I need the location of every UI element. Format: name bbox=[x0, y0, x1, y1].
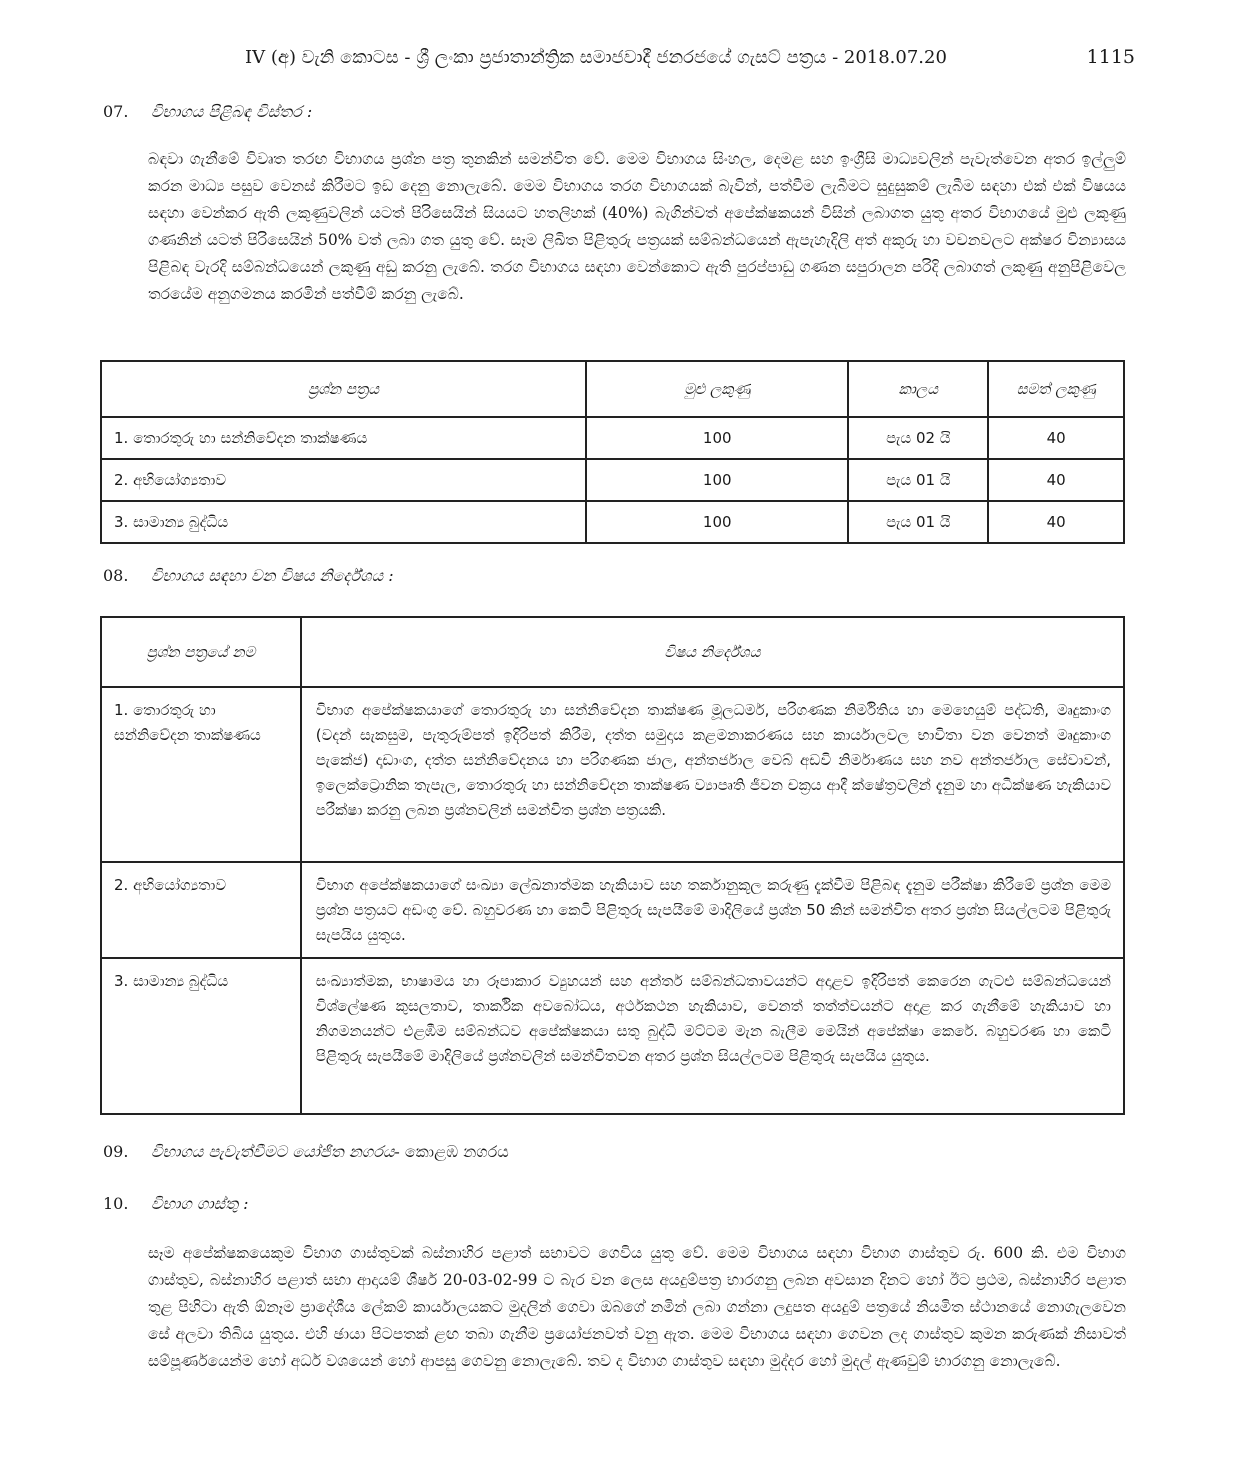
section-09-heading bbox=[103, 1142, 509, 1162]
paper-name: 3. සාමාන්‍ය බුද්ධිය bbox=[101, 501, 586, 543]
paper-name: 2. අභියෝග්‍යතාව bbox=[101, 459, 586, 501]
section-title: විභාගය සඳහා වන විෂය නිර්දේශය : bbox=[151, 566, 394, 585]
section-10-paragraph: සෑම අපේක්ෂකයෙකුම විභාග ගාස්තුවක් බස්නාහිර පළාත් සභාවට ගෙවිය යුතු වේ. මෙම විභාගය සඳහා විභාග ගාස්තුව රු. 600 කි. එම විභාග ගාස්තුව, බස්නාහිර පළාත් සභා ආදායම් ශීර්ෂ 20-03-02-99 ට බැර වන ලෙස අයදුම්පත්‍ර භාරගනු ලබන අවසාන දිනට හෝ ඊට ප්‍රථම, බස්නාහිර පළාත තුළ පිහිටා ඇති ඕනෑම ප්‍රාදේශීය ලේකම් කාර්යාලයකට මුදලින් ගෙවා ඔබගේ නමින් ලබා ගන්නා ලදුපත අයදුම් පත්‍රයේ නියමිත ස්ථානයේ නොගැලවෙන සේ අලවා තිබිය යුතුය. එහි ඡායා පිටපතක් ළඟ තබා ගැනීම ප්‍රයෝජනවත් වනු ඇත. මෙම විභාගය සඳහා ගෙවන ලද ගාස්තුව කුමන කරුණක් නිසාවත් සම්පූර්ණයෙන්ම හෝ අර්ධ වශයෙන් හෝ ආපසු ගෙවනු නොලැබේ. තව ද විභාග ගාස්තුව සඳහා මුද්දර හෝ මුදල් ඇණවුම් භාරගනු නොලැබේ. bbox=[148, 1244, 1126, 1370]
column-header: කාලය bbox=[848, 361, 988, 417]
duration: පැය 02 යි bbox=[848, 417, 988, 459]
exam-papers-table bbox=[100, 360, 1125, 544]
column-header: විෂය නිර්දේශය bbox=[301, 617, 1124, 687]
table-row bbox=[101, 459, 1124, 501]
section-number: 10. bbox=[103, 1194, 129, 1213]
pass-marks: 40 bbox=[988, 501, 1124, 543]
paper-name: 2. අභියෝග්‍යතාව bbox=[101, 862, 301, 958]
column-header: මුළු ලකුණු bbox=[586, 361, 848, 417]
table-row bbox=[101, 417, 1124, 459]
paper-name: 1. තොරතුරු හා සන්නිවේදන තාක්ෂණය bbox=[101, 417, 586, 459]
total-marks: 100 bbox=[586, 417, 848, 459]
section-number: 09. bbox=[103, 1142, 129, 1161]
paper-name: 1. තොරතුරු හා සන්නිවේදන තාක්ෂණය bbox=[101, 687, 301, 862]
column-header: සමත් ලකුණු bbox=[988, 361, 1124, 417]
duration: පැය 01 යි bbox=[848, 459, 988, 501]
gazette-title: IV (අ) වැනි කොටස - ශ්‍රී ලංකා ප්‍රජාතාන්ත්‍රික සමාජවාදී ජනරජයේ ගැසට් පත්‍රය - 2018.07.20 bbox=[245, 47, 947, 68]
column-header: ප්‍රශ්න පත්‍රයේ නම bbox=[101, 617, 301, 687]
table-row bbox=[101, 501, 1124, 543]
paper-name: 3. සාමාන්‍ය බුද්ධිය bbox=[101, 958, 301, 1114]
page-number: 1115 bbox=[1086, 46, 1135, 68]
section-07-heading bbox=[103, 102, 312, 122]
total-marks: 100 bbox=[586, 501, 848, 543]
section-10-heading bbox=[103, 1194, 249, 1214]
table-header-row bbox=[101, 361, 1124, 417]
total-marks: 100 bbox=[586, 459, 848, 501]
section-title: විභාගය පැවැත්වීමට යෝජිත නගරය bbox=[151, 1142, 395, 1161]
section-title: විභාග ගාස්තු : bbox=[151, 1194, 249, 1213]
table-row bbox=[101, 862, 1124, 958]
section-title: විභාගය පිළිබඳ විස්තර : bbox=[151, 102, 313, 121]
pass-marks: 40 bbox=[988, 417, 1124, 459]
page-header bbox=[245, 46, 1135, 68]
syllabus-text: විභාග අපේක්ෂකයාගේ තොරතුරු හා සන්නිවේදන තාක්ෂණ මූලධර්ම, පරිගණක නිර්මිතිය හා මෙහෙයුම් පද්ධති, මෘදුකාංග (වදන් සැකසුම, පැතුරුම්පත් ඉදිරිපත් කිරීම, දත්ත සමුදාය කළමනාකරණය සහ කාර්යාලවල භාවිතා වන වෙනත් මෘදුකාංග පැකේජ) දෘඩාංග, දත්ත සන්නිවේදනය හා පරිගණක ජාල, අන්තර්ජාල වෙබ් අඩවි නිර්මාණය සහ නව අන්තර්ජාල සේවාවන්, ඉලෙක්ට්‍රොනික තැපැල, තොරතුරු හා සන්නිවේදන තාක්ෂණ ව්‍යාපෘති ජීවන චක්‍රය ආදී ක්ෂේත්‍රවලින් දැනුම හා අධීක්ෂණ හැකියාව පරීක්ෂා කරනු ලබන ප්‍රශ්නවලින් සමන්විත ප්‍රශ්න පත්‍රයකි. bbox=[301, 687, 1124, 862]
section-number: 07. bbox=[103, 102, 129, 121]
table-header-row bbox=[101, 617, 1124, 687]
syllabus-text: විභාග අපේක්ෂකයාගේ සංඛ්‍යා ලේඛනාත්මක හැකියාව සහ තර්කානුකූල කරුණු දැක්වීම පිළිබඳ දැනුම පරීක්ෂා කිරීමේ ප්‍රශ්න මෙම ප්‍රශ්න පත්‍රයට අඩංගු වේ. බහුවරණ හා කෙටි පිළිතුරු සැපයීමේ මාදිලියේ ප්‍රශ්න 50 කින් සමන්විත අතර ප්‍රශ්න සියල්ලටම පිළිතුරු සැපයිය යුතුය. bbox=[301, 862, 1124, 958]
column-header: ප්‍රශ්න පත්‍රය bbox=[101, 361, 586, 417]
table-row bbox=[101, 687, 1124, 862]
syllabus-table bbox=[100, 616, 1125, 1115]
duration: පැය 01 යි bbox=[848, 501, 988, 543]
section-number: 08. bbox=[103, 566, 129, 585]
section-07-paragraph: බඳවා ගැනීමේ විවෘත තරඟ විභාගය ප්‍රශ්න පත්‍ර තුනකින් සමන්විත වේ. මෙම විභාගය සිංහල, දෙමළ සහ ඉංග්‍රීසි මාධ්‍යවලින් පැවැත්වෙන අතර ඉල්ලුම් කරන මාධ්‍ය පසුව වෙනස් කිරීමට ඉඩ දෙනු නොලැබේ. මෙම විභාගය තරග විභාගයක් බැවින්, පත්වීම ලැබීමට සුදුසුකම් ලැබීම සඳහා එක් එක් විෂයය සඳහා වෙන්කර ඇති ලකුණුවලින් යටත් පිරිසෙයින් සියයට හතලිහක් (40%) බැගින්වත් අපේක්ෂකයන් විසින් ලබාගත යුතු අතර විභාගයේ මුළු ලකුණු ගණනින් යටත් පිරිසෙයින් 50% වත් ලබා ගත යුතු වේ. සෑම ලිඛිත පිළිතුරු පත්‍රයක් සම්බන්ධයෙන් ඇපැහැදිලි අත් අකුරු හා වචනවලට අක්ෂර වින්‍යාසය පිළිබඳ වැරදි සම්බන්ධයෙන් ලකුණු අඩු කරනු ලැබේ. තරග විභාගය සඳහා වෙන්කොට ඇති පුරප්පාඩු ගණන සපුරාලන පරිදි ලබාගත් ලකුණු අනුපිළිවෙල තරයේම අනුගමනය කරමින් පත්වීම් කරනු ලැබේ. bbox=[148, 150, 1126, 303]
proposed-city: - කොළඹ නගරය bbox=[394, 1142, 509, 1161]
section-08-heading bbox=[103, 566, 394, 586]
syllabus-text: සංඛ්‍යාත්මක, භාෂාමය හා රූපාකාර ව්‍යුහයන් සහ අන්තර් සම්බන්ධතාවයන්ට අදාළව ඉදිරිපත් කෙරෙන ගැටළු සම්බන්ධයෙන් විශ්ලේෂණ කුසලතාව, තාර්කික අවබෝධය, අර්ථකථන හැකියාව, වෙනත් තත්ත්වයන්ට අදාළ කර ගැනීමේ හැකියාව හා නිගමනයන්ට එළඹීම සම්බන්ධව අපේක්ෂකයා සතු බුද්ධි මට්ටම මැන බැලීම මෙයින් අපේක්ෂා කෙරේ. බහුවරණ හා කෙටි පිළිතුරු සැපයීමේ මාදිලියේ ප්‍රශ්නවලින් සමන්විතවන අතර ප්‍රශ්න සියල්ලටම පිළිතුරු සැපයිය යුතුය. bbox=[301, 958, 1124, 1114]
pass-marks: 40 bbox=[988, 459, 1124, 501]
table-row bbox=[101, 958, 1124, 1114]
